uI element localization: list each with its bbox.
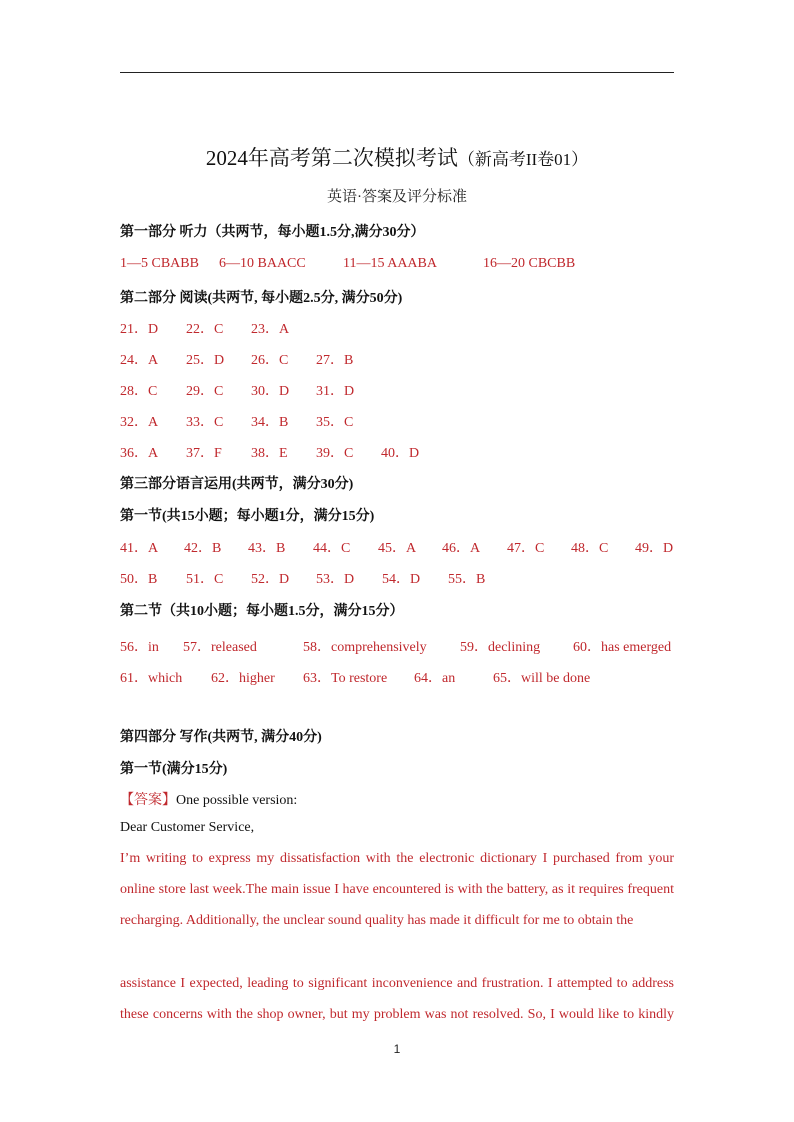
answer-item: 63．To restore	[303, 671, 388, 686]
answer-item: 32．A	[120, 415, 159, 430]
answer-item: 27．B	[316, 353, 354, 368]
part3-section1-heading: 第一节(共15小题；每小题1分，满分15分)	[120, 509, 375, 524]
answer-item: 61．which	[120, 671, 183, 686]
letter-line: I’m writing to express my dissatisfaction with the electronic dictionary I purchased from your	[120, 851, 674, 866]
part4-heading: 第四部分 写作(共两节, 满分40分)	[120, 730, 322, 745]
letter-greeting: Dear Customer Service,	[120, 820, 255, 835]
answer-label: 【答案】	[120, 793, 176, 808]
answer-item: 51．C	[186, 572, 224, 587]
answer-item: 30．D	[251, 384, 290, 399]
answer-item: 43．B	[248, 541, 286, 556]
answer-item: 65．will be done	[493, 671, 591, 686]
answer-item: 26．C	[251, 353, 289, 368]
answer-item: 53．D	[316, 572, 355, 587]
answer-item: 23．A	[251, 322, 290, 337]
answer-item: 59．declining	[460, 640, 541, 655]
header-rule	[120, 72, 674, 73]
answer-item: 29．C	[186, 384, 224, 399]
answer-item: 47．C	[507, 541, 545, 556]
answer-item: 48．C	[571, 541, 609, 556]
page-title	[0, 142, 794, 172]
answer-item: 36．A	[120, 446, 159, 461]
answer-item: 24．A	[120, 353, 159, 368]
answer-group: 6—10 BAACC	[219, 256, 306, 271]
title-variant: （新高考II卷01）	[457, 150, 589, 169]
answer-item: 39．C	[316, 446, 354, 461]
answer-item: 62．higher	[211, 671, 275, 686]
part2-heading: 第二部分 阅读(共两节, 每小题2.5分, 满分50分)	[120, 291, 403, 306]
answer-item: 45．A	[378, 541, 417, 556]
letter-line: these concerns with the shop owner, but my problem was not resolved. So, I would like to kindly	[120, 1007, 674, 1022]
page-number: 1	[393, 1042, 401, 1056]
title-main: 2024年高考第二次模拟考试	[205, 146, 458, 170]
answer-item: 38．E	[251, 446, 288, 461]
answer-item: 49．D	[635, 541, 674, 556]
answer-item: 21．D	[120, 322, 159, 337]
answer-group: 1—5 CBABB	[120, 256, 199, 271]
answer-item: 40．D	[381, 446, 420, 461]
answer-item: 58．comprehensively	[303, 640, 427, 655]
answer-item: 54．D	[382, 572, 421, 587]
answer-group: 16—20 CBCBB	[483, 256, 576, 271]
part3-section2-heading: 第二节（共10小题；每小题1.5分，满分15分）	[120, 604, 404, 619]
answer-item: 52．D	[251, 572, 290, 587]
answer-item: 35．C	[316, 415, 354, 430]
answer-item: 60．has emerged	[573, 640, 672, 655]
answer-item: 55．B	[448, 572, 486, 587]
letter-line: assistance I expected, leading to significant inconvenience and frustration. I attempted to address	[120, 976, 674, 991]
answer-item: 34．B	[251, 415, 289, 430]
answer-item: 31．D	[316, 384, 355, 399]
page-subtitle: 英语·答案及评分标准	[327, 189, 467, 205]
part3-heading: 第三部分语言运用(共两节，满分30分)	[120, 477, 354, 492]
part1-heading: 第一部分 听力（共两节，每小题1.5分,满分30分）	[120, 225, 425, 240]
answer-item: 22．C	[186, 322, 224, 337]
answer-item: 37．F	[186, 446, 222, 461]
part4-section1-heading: 第一节(满分15分)	[120, 762, 228, 777]
answer-item: 41．A	[120, 541, 159, 556]
answer-item: 57．released	[183, 640, 257, 655]
answer-item: 28．C	[120, 384, 158, 399]
answer-item: 56．in	[120, 640, 159, 655]
answer-group: 11—15 AAABA	[343, 256, 437, 271]
answer-item: 46．A	[442, 541, 481, 556]
answer-intro	[120, 789, 297, 809]
answer-intro-text: One possible version:	[176, 793, 298, 808]
letter-line: recharging. Additionally, the unclear sound quality has made it difficult for me to obtain the	[120, 913, 634, 928]
answer-item: 64．an	[414, 671, 456, 686]
answer-item: 33．C	[186, 415, 224, 430]
answer-item: 25．D	[186, 353, 225, 368]
answer-item: 42．B	[184, 541, 222, 556]
answer-item: 50．B	[120, 572, 158, 587]
answer-item: 44．C	[313, 541, 351, 556]
letter-line: online store last week.The main issue I have encountered is with the battery, as it requires frequent	[120, 882, 674, 897]
